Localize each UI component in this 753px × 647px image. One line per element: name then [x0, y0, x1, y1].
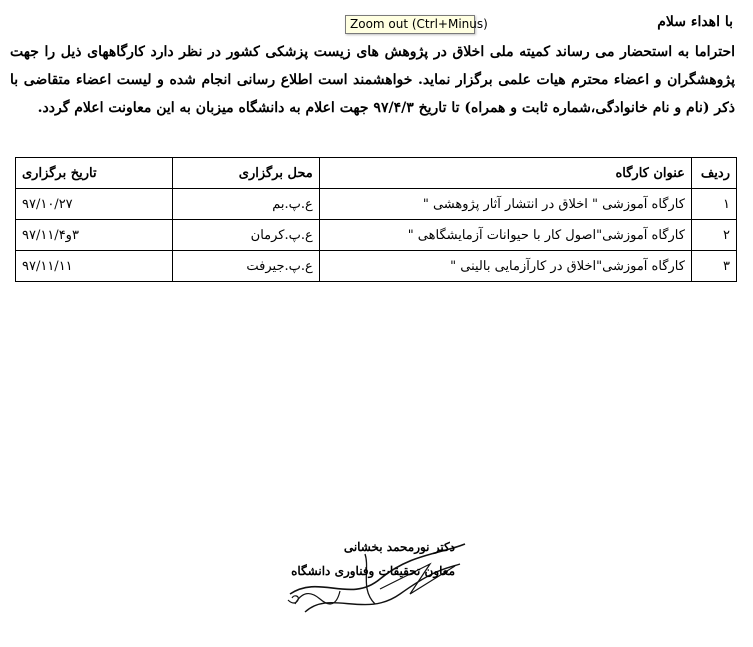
table-header-row — [16, 158, 737, 189]
header-workshop-title: عنوان کارگاه — [319, 158, 691, 189]
table-row — [16, 220, 737, 251]
signature-block — [270, 534, 470, 624]
workshop-venue: ع.پ.بم — [173, 189, 320, 220]
workshop-title: کارگاه آموزشی"اخلاق در کارآزمایی بالینی " — [319, 251, 691, 282]
workshop-venue: ع.پ.جیرفت — [173, 251, 320, 282]
signatory-title: معاون تحقیقات وفناوری دانشگاه — [291, 564, 455, 578]
zoom-out-tooltip: Zoom out (Ctrl+Minus) — [345, 15, 475, 34]
workshop-date: ۹۷/۱۰/۲۷ — [16, 189, 173, 220]
letter-body: احتراما به استحضار می رساند کمیته ملی اخلاق در پژوهش های زیست پزشکی کشور در نظر دارد کارگاههای ذیل را جهت پژوهشگران و اعضاء محترم هیات علمی برگزار نماید. خواهشمند است اطلاع رسانی انجام شده و لیست اعضاء متقاضی با ذکر (نام و نام خانوادگی،شماره ثابت و همراه) تا تاریخ ۹۷/۴/۳ جهت اعلام به دانشگاه میزبان به این معاونت اعلام گردد. — [10, 44, 735, 116]
header-date: تاریخ برگزاری — [16, 158, 173, 189]
row-number: ۲ — [691, 220, 736, 251]
workshop-title: کارگاه آموزشی " اخلاق در انتشار آثار پژوهشی " — [319, 189, 691, 220]
table-row — [16, 251, 737, 282]
workshop-title: کارگاه آموزشی"اصول کار با حیوانات آزمایشگاهی " — [319, 220, 691, 251]
workshop-venue: ع.پ.کرمان — [173, 220, 320, 251]
workshop-date: ۳و۹۷/۱۱/۴ — [16, 220, 173, 251]
row-number: ۱ — [691, 189, 736, 220]
row-number: ۳ — [691, 251, 736, 282]
letter-greeting: با اهداء سلام — [657, 14, 733, 30]
header-venue: محل برگزاری — [173, 158, 320, 189]
workshops-table — [15, 157, 737, 282]
header-row-number: ردیف — [691, 158, 736, 189]
table-row — [16, 189, 737, 220]
signatory-name: دکتر نورمحمد بخشانی — [343, 540, 455, 554]
workshop-date: ۹۷/۱۱/۱۱ — [16, 251, 173, 282]
